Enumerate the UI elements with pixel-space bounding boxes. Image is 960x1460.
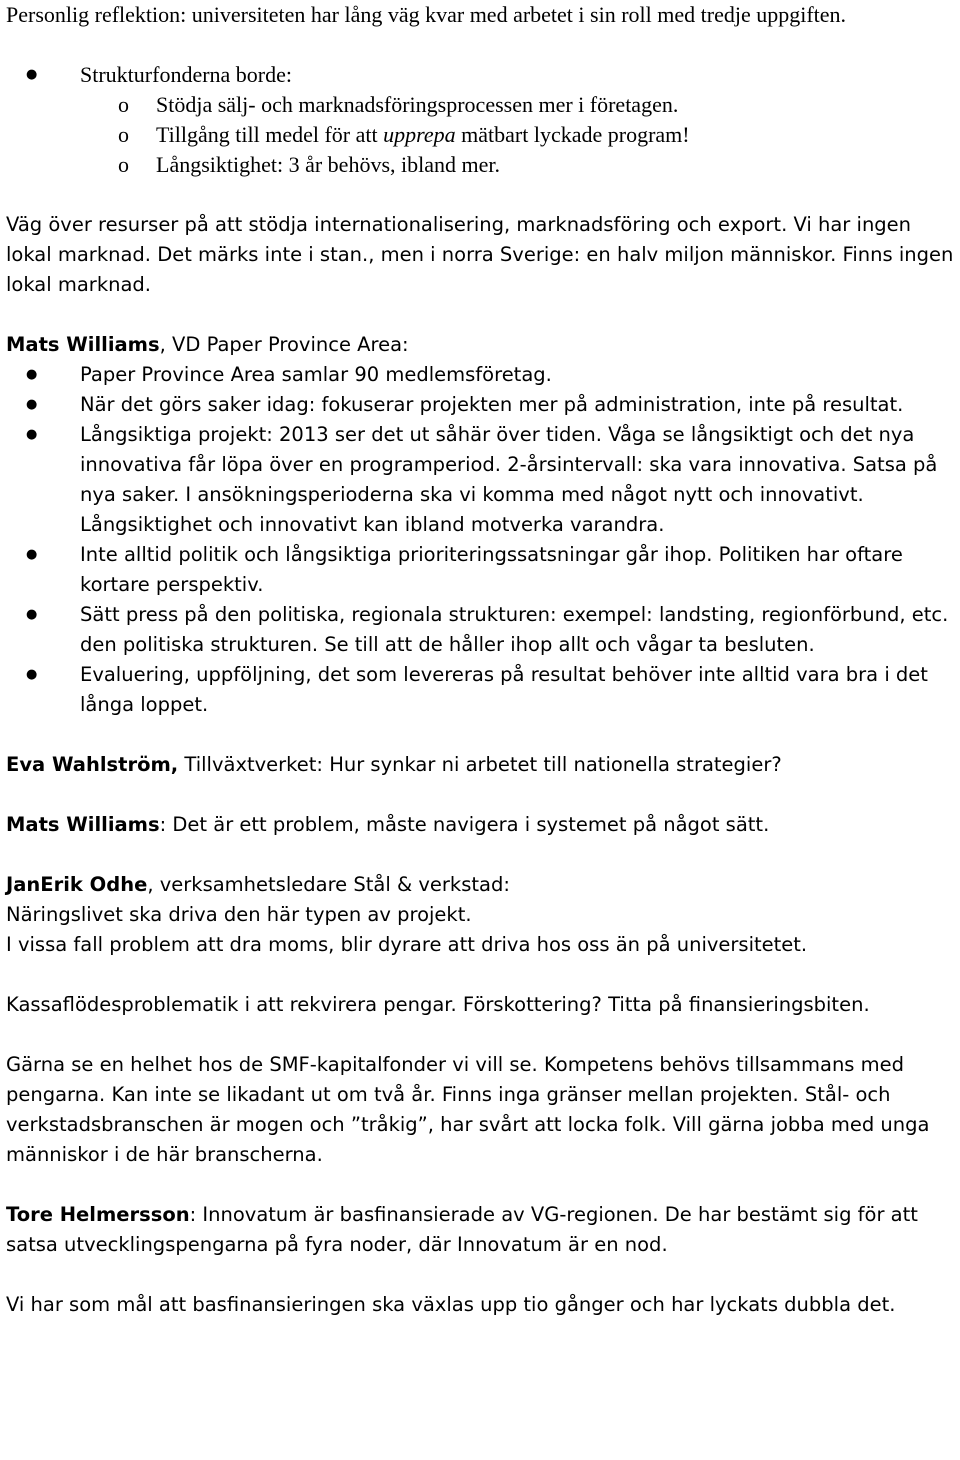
mats-williams-heading bbox=[6, 330, 958, 360]
speaker-text: Tillväxtverket: Hur synkar ni arbetet till nationella strategier? bbox=[178, 753, 782, 776]
spacer bbox=[6, 1020, 958, 1050]
tore-paragraph bbox=[6, 1200, 958, 1260]
speaker-name: JanErik Odhe bbox=[6, 873, 148, 896]
reflection-paragraph: Personlig reflektion: universiteten har lång väg kvar med arbetet i sin roll med tredje uppgiften. bbox=[6, 2, 847, 27]
sub-list-item bbox=[6, 120, 958, 150]
spacer bbox=[6, 840, 958, 870]
spacer bbox=[6, 1170, 958, 1200]
list-item: ● Paper Province Area samlar 90 medlemsföretag. bbox=[6, 360, 958, 390]
list-item: ● Evaluering, uppföljning, det som levereras på resultat behöver inte alltid vara bra i det långa loppet. bbox=[6, 660, 958, 720]
sub-list-item: o Långsiktighet: 3 år behövs, ibland mer. bbox=[6, 150, 958, 180]
list-item-text: Strukturfonderna borde: bbox=[80, 62, 292, 87]
janerik-paragraph: Kassaflödesproblematik i att rekvirera pengar. Förskottering? Titta på finansieringsbiten. bbox=[6, 993, 870, 1016]
speaker-name: Tore Helmersson bbox=[6, 1203, 190, 1226]
janerik-paragraph: Gärna se en helhet hos de SMF-kapitalfonder vi vill se. Kompetens behövs tillsammans med pengarna. Kan inte se likadant ut om två år. Finns inga gränser mellan projekten. Stål- och verkstadsbranschen är mogen och ”tråkig”, har svårt att locka folk. Vill gärna jobba med unga människor i de här branscherna. bbox=[6, 1053, 930, 1166]
janerik-line: I vissa fall problem att dra moms, blir dyrare att driva hos oss än på universitetet. bbox=[6, 933, 808, 956]
main-section bbox=[6, 210, 958, 1320]
mats-williams-answer bbox=[6, 810, 958, 840]
spacer bbox=[6, 780, 958, 810]
list-item: ● Sätt press på den politiska, regionala strukturen: exempel: landsting, regionförbund, etc. den politiska strukturen. Se till att de håller ihop allt och vågar ta besluten. bbox=[6, 600, 958, 660]
sub-text: Tillgång till medel för att bbox=[156, 122, 384, 147]
document-page bbox=[6, 0, 958, 1320]
list-item: ● Inte alltid politik och långsiktiga prioriteringssatsningar går ihop. Politiken har oftare kortare perspektiv. bbox=[6, 540, 958, 600]
speaker-role: , VD Paper Province Area: bbox=[159, 333, 409, 356]
list-item: ● När det görs saker idag: fokuserar projekten mer på administration, inte på resultat. bbox=[6, 390, 958, 420]
speaker-name: Mats Williams bbox=[6, 333, 160, 356]
resurser-paragraph: Väg över resurser på att stödja internationalisering, marknadsföring och export. Vi har ingen lokal marknad. Det märks inte i stan., men i norra Sverige: en halv miljon människor. Finns ingen lokal marknad. bbox=[6, 213, 954, 296]
speaker-role: , verksamhetsledare Stål & verkstad: bbox=[147, 873, 510, 896]
emphasis-text: upprepa bbox=[383, 122, 456, 147]
speaker-name: Eva Wahlström, bbox=[6, 753, 179, 776]
speaker-text: : Det är ett problem, måste navigera i systemet på något sätt. bbox=[159, 813, 770, 836]
strukturfonder-list bbox=[6, 60, 958, 180]
speaker-text: : Innovatum är basfinansierade av VG-regionen. De har bestämt sig för att satsa utvecklingspengarna på fyra noder, där Innovatum är en nod. bbox=[6, 1203, 918, 1256]
spacer bbox=[6, 720, 958, 750]
janerik-heading bbox=[6, 870, 958, 900]
list-item bbox=[6, 60, 958, 180]
spacer bbox=[6, 180, 958, 210]
speaker-name: Mats Williams bbox=[6, 813, 160, 836]
janerik-line: Näringslivet ska driva den här typen av projekt. bbox=[6, 903, 472, 926]
mats-williams-list bbox=[6, 360, 958, 720]
sub-list-item: o Stödja sälj- och marknadsföringsprocessen mer i företagen. bbox=[6, 90, 958, 120]
list-item: ● Långsiktiga projekt: 2013 ser det ut såhär över tiden. Våga se långsiktigt och det nya innovativa får löpa över en programperiod. 2-årsintervall: ska vara innovativa. Satsa på nya saker. I ansökningsperioderna ska vi komma med något nytt och innovativt. Långsiktighet och innovativt kan ibland motverka varandra. bbox=[6, 420, 958, 540]
eva-paragraph bbox=[6, 750, 958, 780]
spacer bbox=[6, 300, 958, 330]
spacer bbox=[6, 960, 958, 990]
spacer bbox=[6, 30, 958, 60]
tore-paragraph-2: Vi har som mål att basfinansieringen ska växlas upp tio gånger och har lyckats dubbla det. bbox=[6, 1293, 896, 1316]
sub-list bbox=[80, 90, 958, 180]
sub-text: mätbart lyckade program! bbox=[455, 122, 690, 147]
spacer bbox=[6, 1260, 958, 1290]
intro-section bbox=[6, 0, 958, 180]
